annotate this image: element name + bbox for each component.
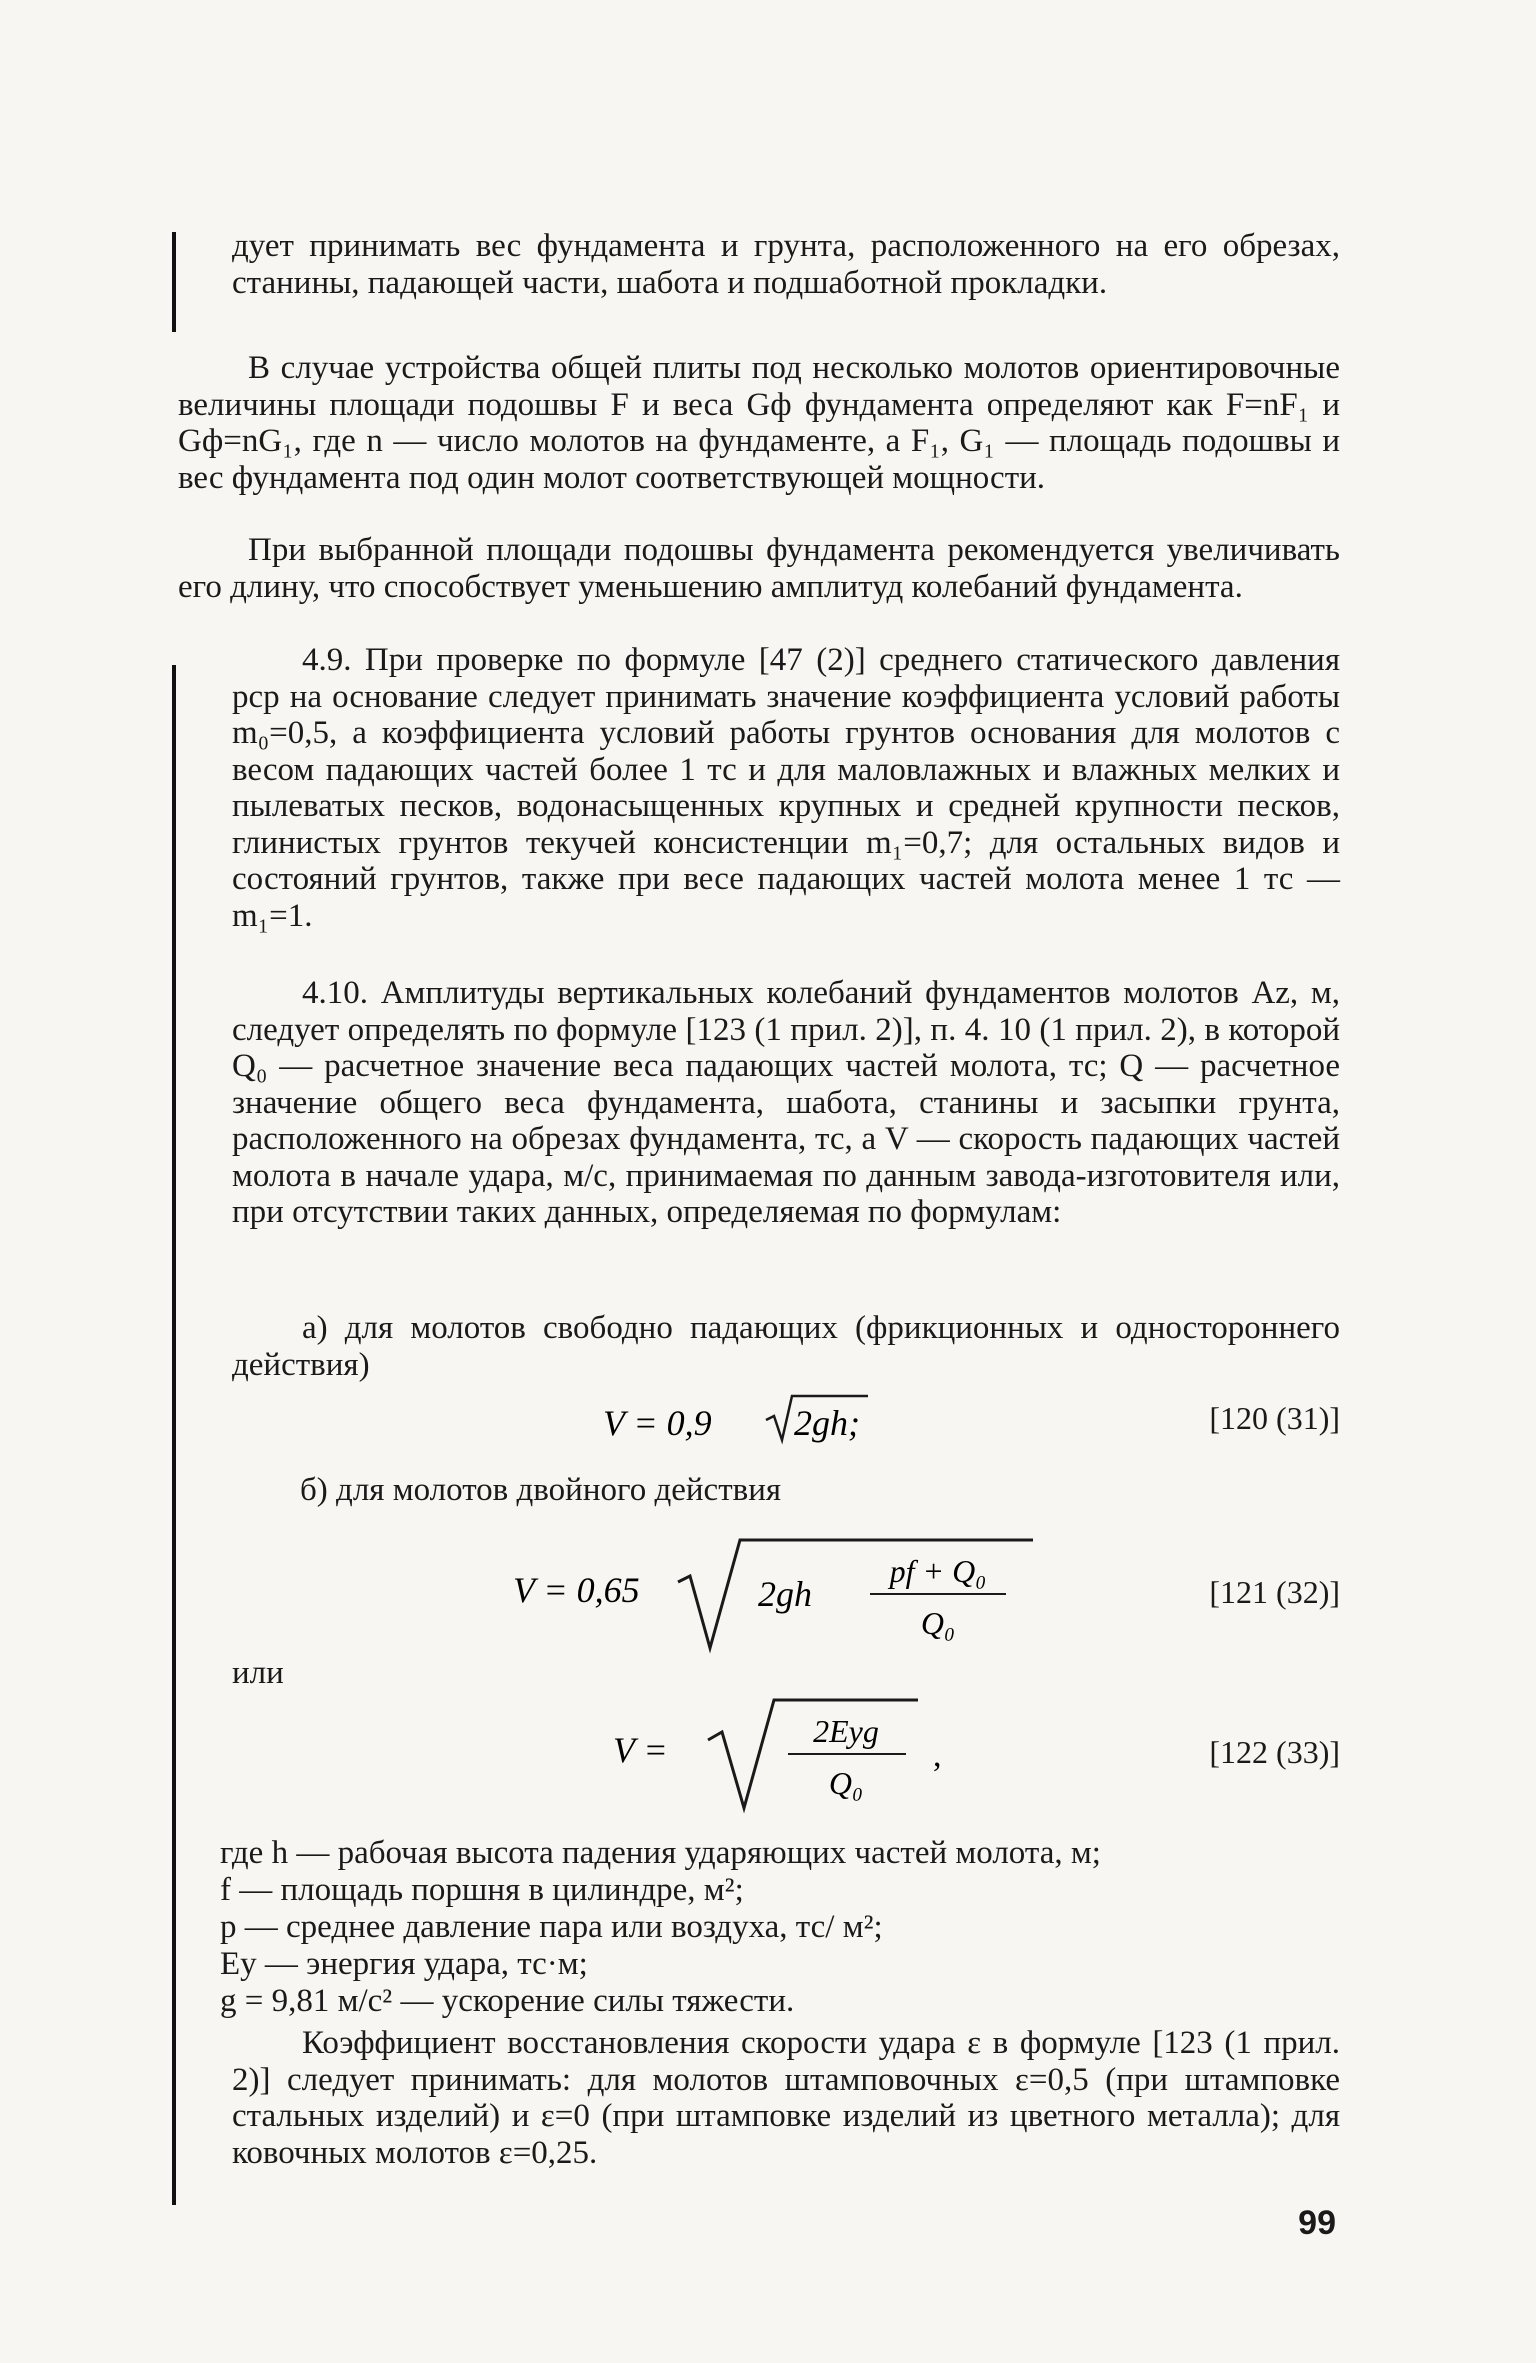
def-ey: Eу — энергия удара, тс·м; [220, 1946, 588, 1982]
section-4-10 [232, 975, 1340, 1231]
formula-121-svg [178, 1530, 1340, 1660]
equation-number-122: [122 (33)] [1209, 1734, 1340, 1770]
def-p: p — среднее давление пара или воздуха, тс/ м²; [220, 1909, 883, 1945]
or-label: или [232, 1655, 284, 1691]
variable-definitions [220, 1835, 1340, 2020]
margin-bar-top [172, 232, 176, 332]
def-h: где h — рабочая высота падения ударяющих частей молота, м; [220, 1835, 1101, 1871]
p8-text: Коэффициент восстановления скорости удара ε в формуле [123 (1 прил. 2)] следует принимать: для молотов штамповочных ε=0,5 (при штамповке стальных изделий) и ε=0 (при штамповке изделий из цветного металла); для ковочных молотов ε=0,25. [232, 2025, 1340, 2171]
formula-120-svg [178, 1390, 1340, 1450]
formula-121-denominator: Q₀ [920, 1605, 956, 1641]
equation-number-120: [120 (31)] [1209, 1400, 1340, 1436]
formula-122-lhs: V = [613, 1730, 668, 1770]
margin-bar-main [172, 665, 176, 2205]
formula-121 [178, 1530, 1340, 1660]
def-g: g = 9,81 м/с² — ускорение силы тяжести. [220, 1983, 795, 2019]
formula-121-lhs: V = 0,65 [513, 1570, 640, 1610]
paragraph-continuation [232, 228, 1340, 301]
p1-text: дует принимать вес фундамента и грунта, расположенного на его обрезах, станины, падающей части, шабота и подшаботной прокладки. [232, 228, 1340, 301]
p2-text: В случае устройства общей плиты под несколько молотов ориентировочные величины площади подошвы F и веса Gф фундамента определяют как F=nF₁ и Gф=nG₁, где n — число молотов на фундаменте, а F₁, G₁ — площадь подошвы и вес фундамента под один молот соответствующей мощности. [178, 350, 1340, 496]
formula-122-svg [178, 1690, 1340, 1820]
paragraph-length [178, 532, 1340, 605]
equation-number-121: [121 (32)] [1209, 1574, 1340, 1610]
p6-text: а) для молотов свободно падающих (фрикционных и одностороннего действия) [232, 1310, 1340, 1383]
section-4-9 [232, 642, 1340, 934]
paragraph-common-plate [178, 350, 1340, 496]
formula-120 [178, 1390, 1340, 1450]
def-f: f — площадь поршня в цилиндре, м²; [220, 1872, 744, 1908]
formula-121-pre: 2gh [758, 1574, 812, 1614]
page-number: 99 [1298, 2204, 1336, 2242]
case-a-label [232, 1310, 1340, 1383]
formula-122-comma: , [933, 1737, 942, 1774]
formula-120-radicand: 2gh; [794, 1403, 860, 1443]
p3-text: При выбранной площади подошвы фундамента рекомендуется увеличивать его длину, что способствует уменьшению амплитуд колебаний фундамента. [178, 532, 1340, 605]
formula-121-numerator: pf + Q₀ [889, 1553, 987, 1589]
formula-120-lhs: V = 0,9 [603, 1403, 712, 1443]
case-b-label: б) для молотов двойного действия [300, 1472, 782, 1508]
formula-122-denominator: Q₀ [828, 1765, 864, 1801]
p5-text: 4.10. Амплитуды вертикальных колебаний фундаментов молотов Az, м, следует определять по формуле [123 (1 прил. 2)], п. 4. 10 (1 прил. 2), в которой Q₀ — расчетное значение веса падающих частей молота, тс; Q — расчетное значение общего веса фундамента, шабота, станины и засыпки грунта, расположенного на обрезах фундамента, тс, а V — скорость падающих частей молота в начале удара, м/с, принимаемая по данным завода-изготовителя или, при отсутствии таких данных, определяемая по формулам: [232, 975, 1340, 1230]
formula-122-numerator: 2Eуg [813, 1713, 879, 1749]
paragraph-restitution [232, 2025, 1340, 2171]
p4-text: 4.9. При проверке по формуле [47 (2)] среднего статического давления pср на основание следует принимать значение коэффициента условий работы m₀=0,5, а коэффициента условий работы грунтов основания для молотов с весом падающих частей более 1 тс и для маловлажных и влажных мелких и пылеватых песков, водонасыщенных крупных и средней крупности песков, глинистых грунтов текучей консистенции m₁=0,7; для остальных видов и состояний грунтов, также при весе падающих частей молота менее 1 тс — m₁=1. [232, 642, 1340, 934]
formula-122 [178, 1690, 1340, 1820]
